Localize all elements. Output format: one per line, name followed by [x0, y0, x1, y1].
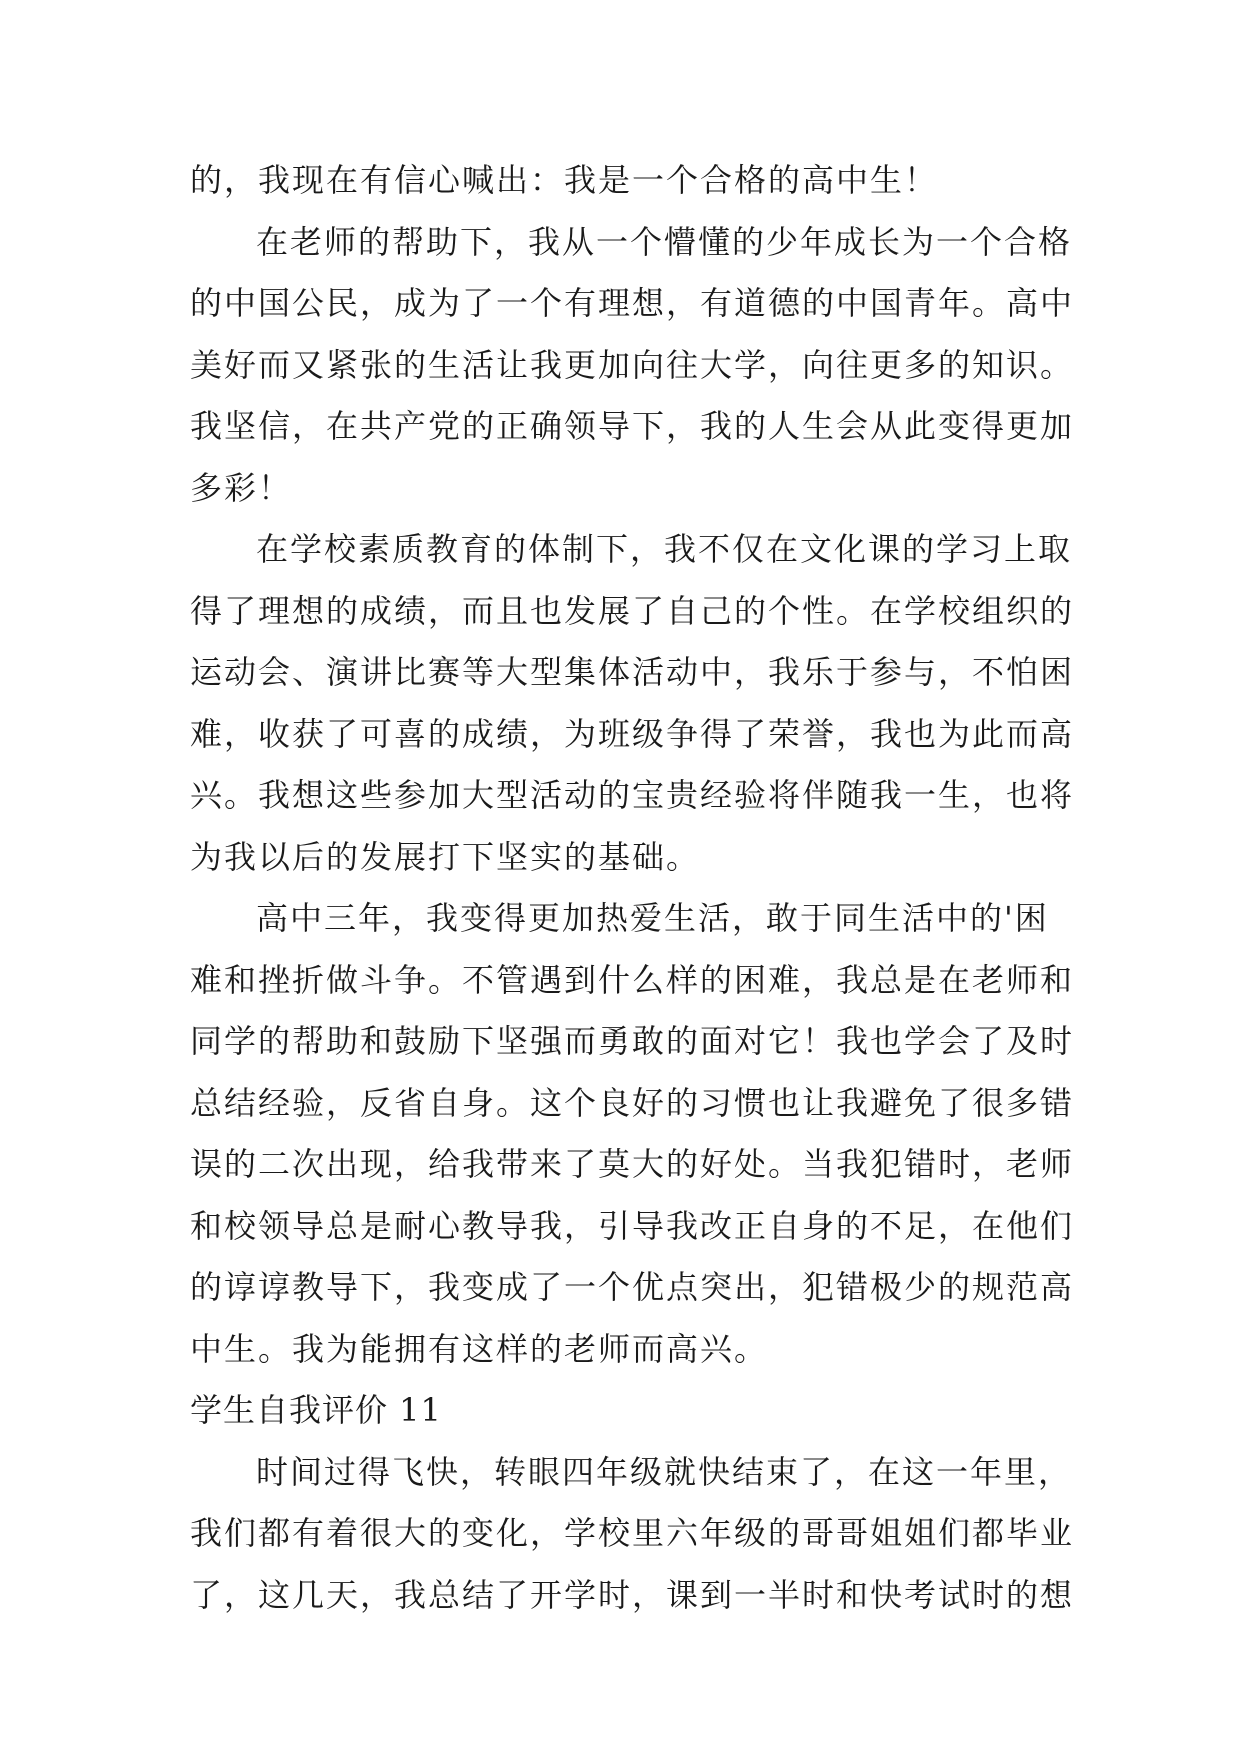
text-line: 难和挫折做斗争。不管遇到什么样的困难，我总是在老师和	[190, 960, 1075, 999]
text-line: 为我以后的发展打下坚实的基础。	[190, 837, 701, 876]
text-line: 兴。我想这些参加大型活动的宝贵经验将伴随我一生，也将	[190, 776, 1075, 814]
text-line: 误的二次出现，给我带来了莫大的好处。当我犯错时，老师	[190, 1145, 1075, 1183]
document-body	[190, 150, 1075, 1626]
text-line: 的，我现在有信心喊出：我是一个合格的高中生！	[190, 161, 939, 199]
text-line: 难，收获了可喜的成绩，为班级争得了荣誉，我也为此而高	[190, 714, 1075, 753]
text-line: 和校领导总是耐心教导我，引导我改正自身的不足，在他们	[190, 1206, 1075, 1245]
paragraph-start-line: 高中三年，我变得更加热爱生活，敢于同生活中的'困	[256, 899, 1049, 937]
text-line: 的谆谆教导下，我变成了一个优点突出，犯错极少的规范高	[190, 1268, 1075, 1306]
text-line: 运动会、演讲比赛等大型集体活动中，我乐于参与，不怕困	[190, 653, 1075, 691]
paragraph-start-line: 时间过得飞快，转眼四年级就快结束了，在这一年里，	[256, 1452, 1073, 1491]
text-line: 我们都有着很大的变化，学校里六年级的哥哥姐姐们都毕业	[190, 1514, 1075, 1552]
text-line: 同学的帮助和鼓励下坚强而勇敢的面对它！我也学会了及时	[190, 1022, 1075, 1060]
paragraph-start-line: 在老师的帮助下，我从一个懵懂的少年成长为一个合格	[256, 222, 1073, 261]
text-line: 美好而又紧张的生活让我更加向往大学，向往更多的知识。	[190, 345, 1075, 384]
section-heading: 学生自我评价 11	[190, 1391, 442, 1429]
text-line: 中生。我为能拥有这样的老师而高兴。	[190, 1329, 769, 1368]
text-line: 多彩！	[190, 468, 293, 507]
paragraph-start-line: 在学校素质教育的体制下，我不仅在文化课的学习上取	[256, 530, 1073, 568]
text-line: 的中国公民，成为了一个有理想，有道德的中国青年。高中	[190, 284, 1075, 322]
text-line: 得了理想的成绩，而且也发展了自己的个性。在学校组织的	[190, 591, 1075, 630]
text-line: 总结经验，反省自身。这个良好的习惯也让我避免了很多错	[190, 1083, 1075, 1122]
text-line: 我坚信，在共产党的正确领导下，我的人生会从此变得更加	[190, 407, 1075, 445]
text-line: 了，这几天，我总结了开学时，课到一半时和快考试时的想	[190, 1575, 1075, 1614]
